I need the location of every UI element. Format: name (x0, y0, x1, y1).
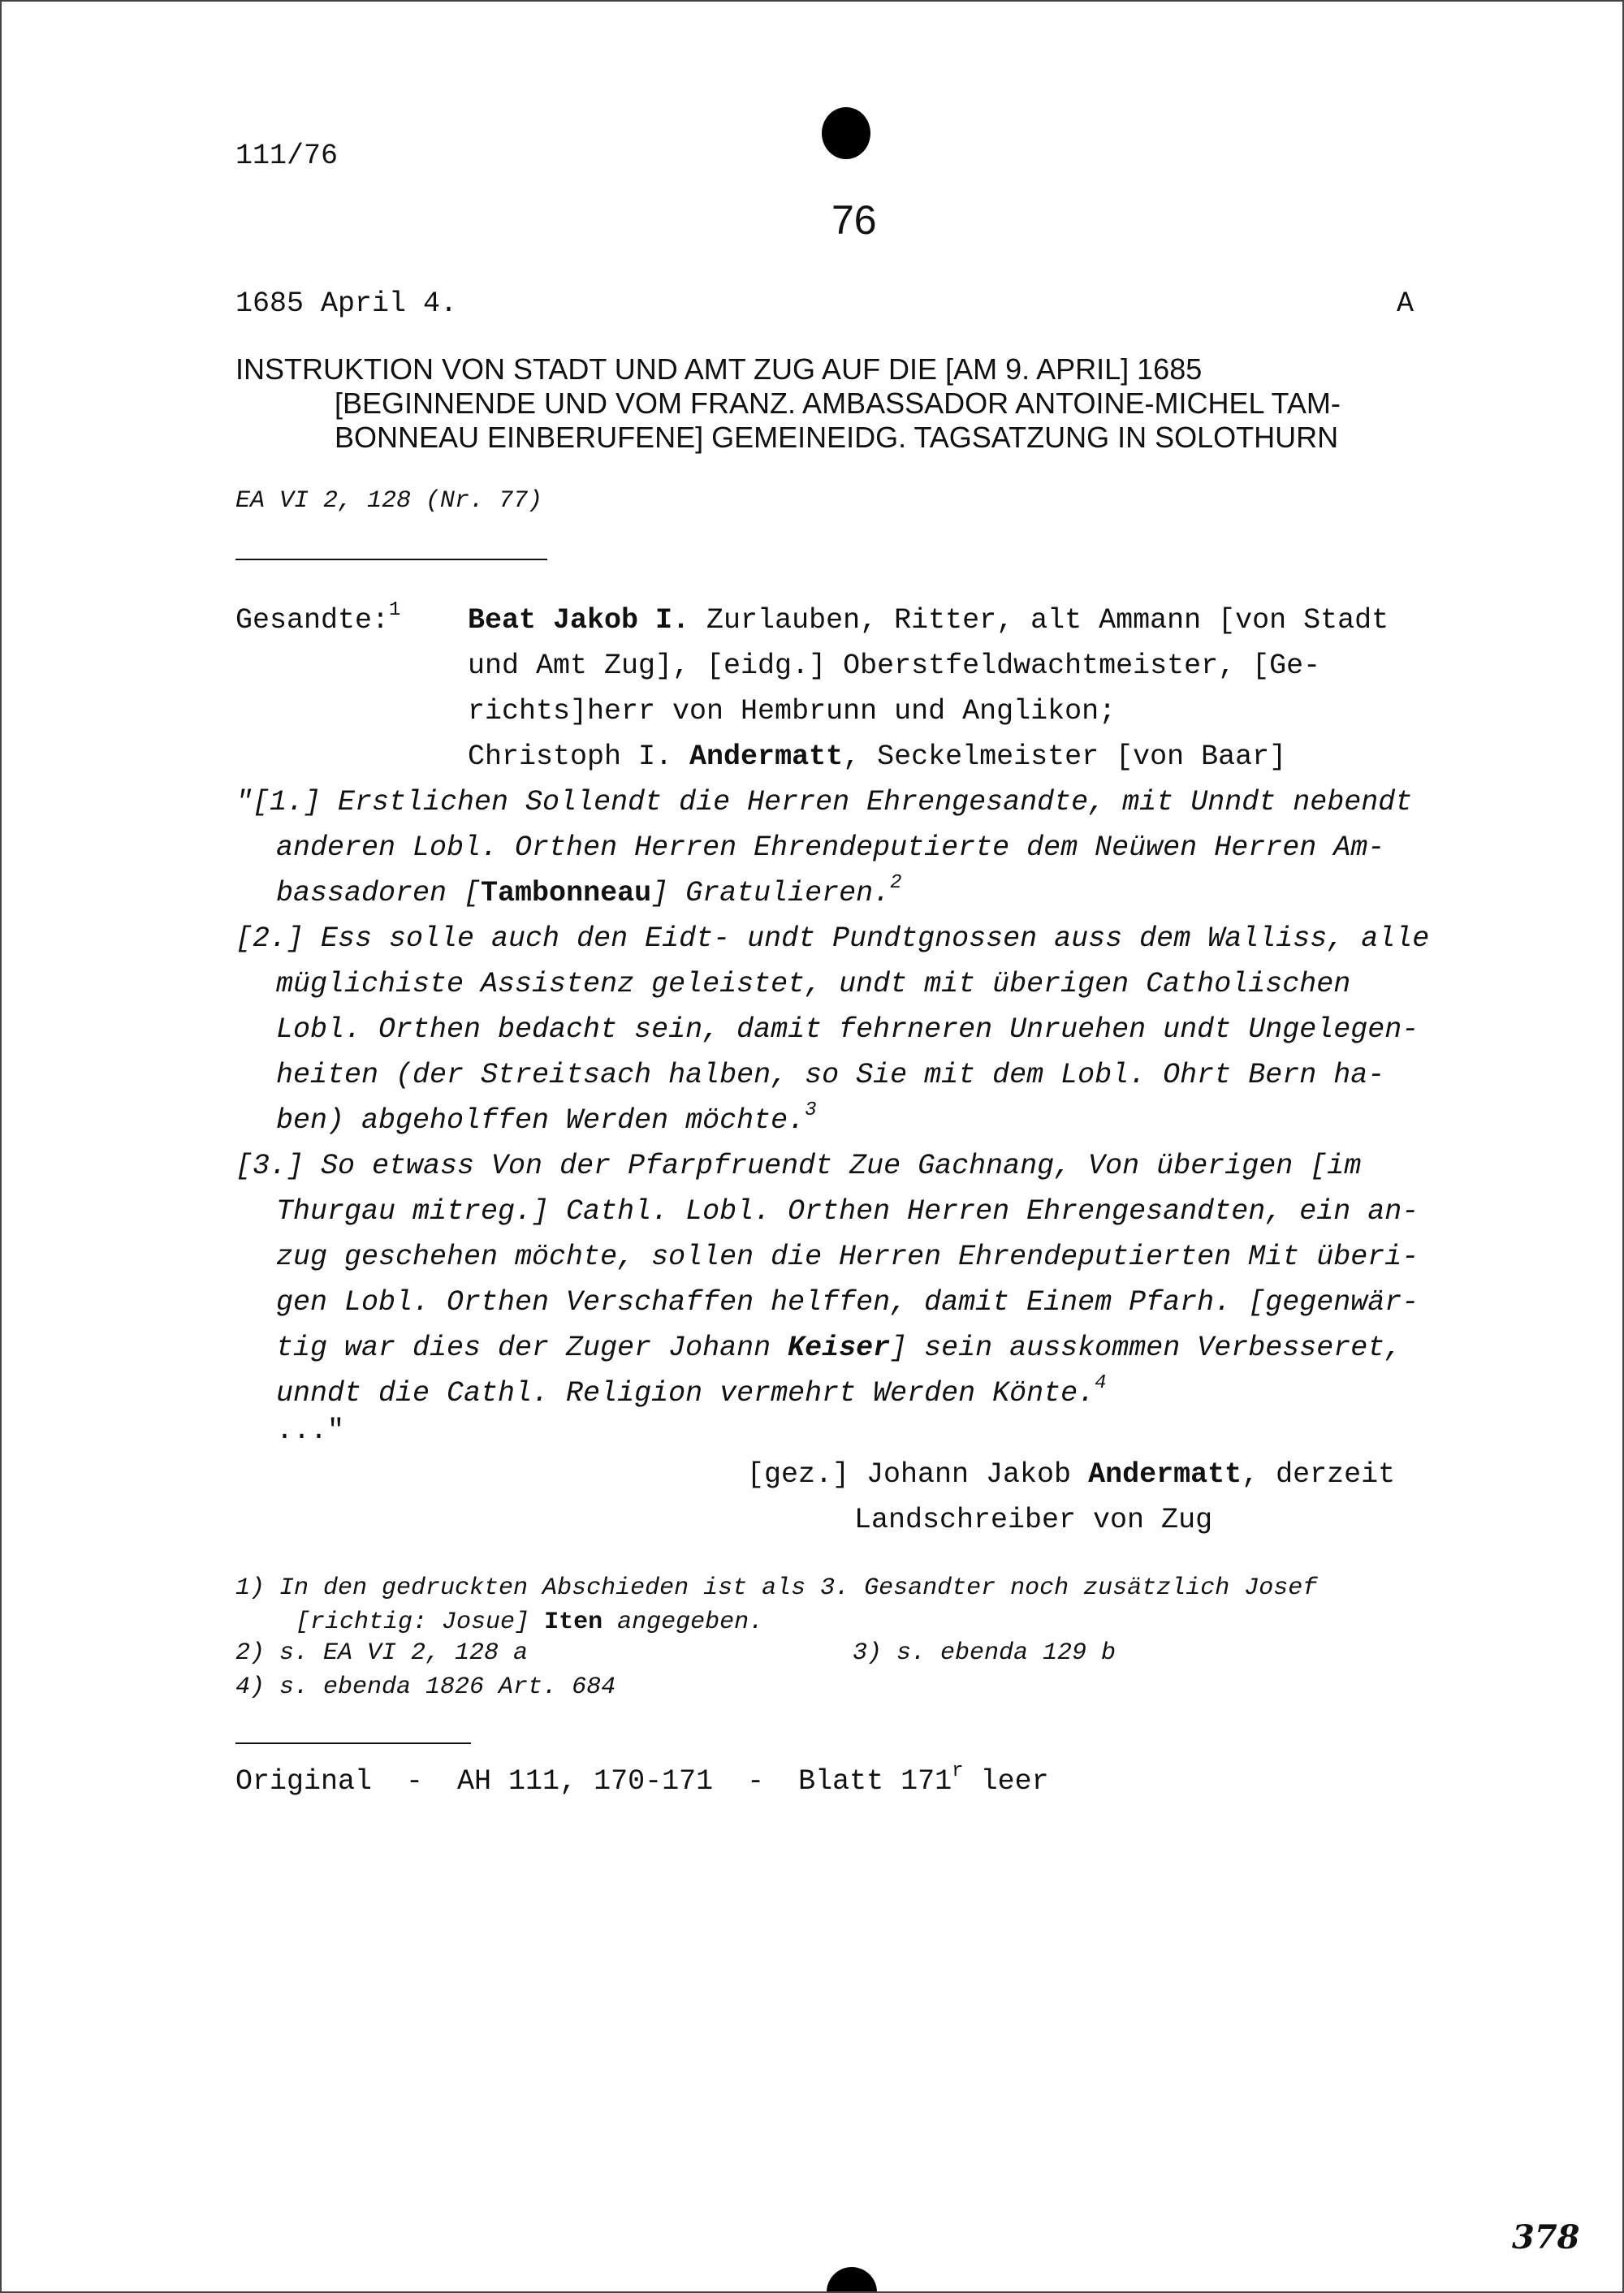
divider-top (235, 559, 547, 560)
para2-line-3: Lobl. Orthen bedacht sein, damit fehrneren Unruehen undt Ungelegen- (276, 1013, 1419, 1046)
footnote-3: 3) s. ebenda 129 b (853, 1639, 1116, 1667)
para2-line-2: müglichiste Assistenz geleistet, undt mit überigen Catholischen (276, 968, 1351, 1000)
para2-line-1: [2.] Ess solle auch den Eidt- undt Pundtgnossen auss dem Walliss, alle (235, 922, 1430, 955)
signature-line-1: [gez.] Johann Jakob Andermatt, derzeit (747, 1458, 1396, 1491)
page-number: 76 (831, 197, 877, 243)
envoys-label: Gesandte:$^1$ (235, 599, 401, 637)
para3-line-6: unndt die Cathl. Religion vermehrt Werden Könte.$^4$ (276, 1372, 1107, 1410)
punch-hole-top (822, 107, 870, 159)
signature-line-2: Landschreiber von Zug (854, 1504, 1213, 1536)
para1-line-1: "[1.] Erstlichen Sollendt die Herren Ehrengesandte, mit Unndt nebendt (235, 786, 1413, 818)
para3-line-2: Thurgau mitreg.] Cathl. Lobl. Orthen Herren Ehrengesandten, ein an- (276, 1195, 1419, 1228)
para2-line-5: ben) abgeholffen Werden möchte.$^3$ (276, 1099, 817, 1137)
envoy-1-line-3: richts]herr von Hembrunn und Anglikon; (468, 695, 1116, 728)
footnote-1-line-2: [richtig: Josue] Iten angegeben. (296, 1609, 764, 1636)
divider-bottom (235, 1742, 471, 1744)
envoy-2: Christoph I. Andermatt, Seckelmeister [von Baar] (468, 741, 1287, 773)
handwritten-page-number: 378 (1512, 2218, 1580, 2256)
para2-line-4: heiten (der Streitsach halben, so Sie mit dem Lobl. Ohrt Bern ha- (276, 1059, 1385, 1091)
footnote-4: 4) s. ebenda 1826 Art. 684 (235, 1673, 616, 1701)
para3-line-5: tig war dies der Zuger Johann Keiser] sein ausskommen Verbesseret, (276, 1332, 1402, 1364)
document-letter: A (1397, 287, 1415, 320)
footnote-1-line-1: 1) In den gedruckten Abschieden ist als 3. Gesandter noch zusätzlich Josef (235, 1574, 1318, 1602)
para3-line-4: gen Lobl. Orthen Verschaffen helffen, damit Einem Pfarh. [gegenwär- (276, 1286, 1419, 1319)
envoy-1-line-2: und Amt Zug], [eidg.] Oberstfeldwachtmeister, [Ge- (468, 650, 1321, 682)
para3-line-1: [3.] So etwass Von der Pfarpfruendt Zue Gachnang, Von überigen [im (235, 1150, 1362, 1182)
envoy-1-line-1: Beat Jakob I. Zurlauben, Ritter, alt Ammann [von Stadt (468, 604, 1389, 637)
title-line-3: BONNEAU EINBERUFENE] GEMEINEIDG. TAGSATZUNG IN SOLOTHURN (335, 421, 1339, 454)
title-line-1: INSTRUKTION VON STADT UND AMT ZUG AUF DIE [AM 9. APRIL] 1685 (235, 352, 1203, 386)
para1-line-2: anderen Lobl. Orthen Herren Ehrendeputierte dem Neüwen Herren Am- (276, 831, 1385, 864)
para1-line-3: bassadoren [Tambonneau] Gratulieren.$^2$ (276, 872, 902, 909)
edition-reference: EA VI 2, 128 (Nr. 77) (235, 487, 543, 515)
footnote-2: 2) s. EA VI 2, 128 a (235, 1639, 529, 1667)
title-line-2: [BEGINNENDE UND VOM FRANZ. AMBASSADOR ANTOINE-MICHEL TAM- (335, 386, 1341, 420)
para3-ellipsis: ..." (276, 1414, 345, 1447)
source-note: Original - AH 111, 170-171 - Blatt 171$^r$ leer (235, 1760, 1049, 1798)
archive-reference: 111/76 (235, 140, 339, 172)
para3-line-3: zug geschehen möchte, sollen die Herren Ehrendeputierten Mit überi- (276, 1241, 1419, 1273)
punch-hole-bottom (827, 2267, 877, 2293)
document-date: 1685 April 4. (235, 287, 458, 320)
